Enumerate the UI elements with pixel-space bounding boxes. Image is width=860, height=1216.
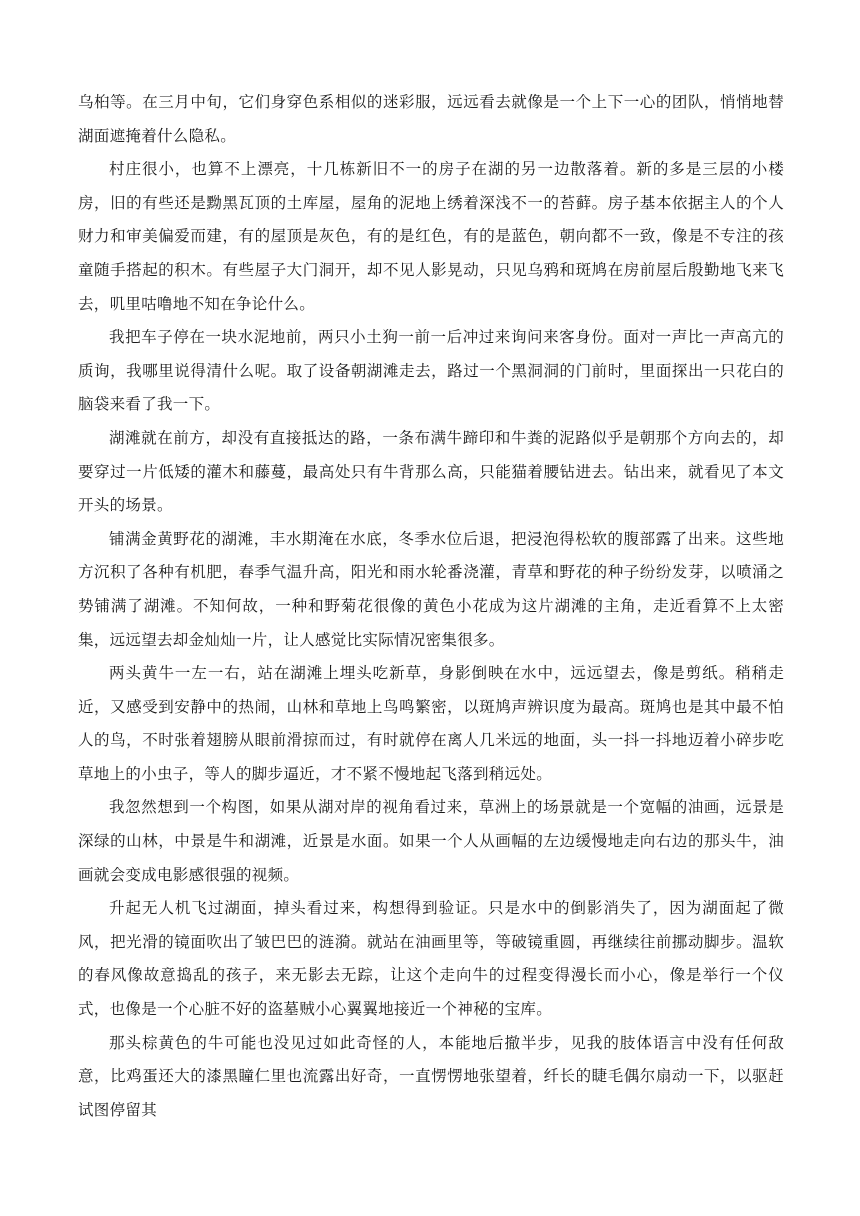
paragraph-8: 升起无人机飞过湖面，掉头看过来，构想得到验证。只是水中的倒影消失了，因为湖面起了微风，把光滑的镜面吹出了皱巴巴的涟漪。就站在油画里等，等破镜重圆，再继续往前挪动脚步。温软的春风像故意捣乱的孩子，来无影去无踪，让这个走向牛的过程变得漫长而小心，像是举行一个仪式，也像是一个心脏不好的盗墓贼小心翼翼地接近一个神秘的宝库。 (78, 899, 784, 1019)
paragraph-7: 我忽然想到一个构图，如果从湖对岸的视角看过来，草洲上的场景就是一个宽幅的油画，远景是深绿的山林，中景是牛和湖滩，近景是水面。如果一个人从画幅的左边缓慢地走向右边的那头牛，油画就会变成电影感很强的视频。 (78, 798, 784, 884)
paragraph-3: 我把车子停在一块水泥地前，两只小土狗一前一后冲过来询问来客身份。面对一声比一声高亢的质询，我哪里说得清什么呢。取了设备朝湖滩走去，路过一个黑洞洞的门前时，里面探出一只花白的脑袋来看了我一下。 (78, 328, 784, 414)
paragraph-9: 那头棕黄色的牛可能也没见过如此奇怪的人，本能地后撤半步，见我的肢体语言中没有任何敌意，比鸡蛋还大的漆黑瞳仁里也流露出好奇，一直愣愣地张望着，纤长的睫毛偶尔扇动一下，以驱赶试图停留其 (78, 1033, 784, 1119)
paragraph-6: 两头黄牛一左一右，站在湖滩上埋头吃新草，身影倒映在水中，远远望去，像是剪纸。稍稍走近，又感受到安静中的热闹，山林和草地上鸟鸣繁密，以斑鸠声辨识度为最高。斑鸠也是其中最不怕人的鸟，不时张着翅膀从眼前滑掠而过，有时就停在离人几米远的地面，头一抖一抖地迈着小碎步吃草地上的小虫子，等人的脚步逼近，才不紧不慢地起飞落到稍远处。 (78, 664, 784, 783)
paragraph-5: 铺满金黄野花的湖滩，丰水期淹在水底，冬季水位后退，把浸泡得松软的腹部露了出来。这些地方沉积了各种有机肥，春季气温升高，阳光和雨水轮番浇灌，青草和野花的种子纷纷发芽，以喷涌之势铺满了湖滩。不知何故，一种和野菊花很像的黄色小花成为这片湖滩的主角，走近看算不上太密集，远远望去却金灿灿一片，让人感觉比实际情况密集很多。 (78, 529, 784, 649)
document-body (78, 86, 784, 1127)
paragraph-2: 村庄很小，也算不上漂亮，十几栋新旧不一的房子在湖的另一边散落着。新的多是三层的小楼房，旧的有些还是黝黑瓦顶的土库屋，屋角的泥地上绣着深浅不一的苔藓。房子基本依据主人的个人财力和审美偏爱而建，有的屋顶是灰色，有的是红色，有的是蓝色，朝向都不一致，像是不专注的孩童随手搭起的积木。有些屋子大门洞开，却不见人影晃动，只见乌鸦和斑鸠在房前屋后殷勤地飞来飞去，叽里咕噜地不知在争论什么。 (78, 160, 784, 313)
paragraph-4: 湖滩就在前方，却没有直接抵达的路，一条布满牛蹄印和牛粪的泥路似乎是朝那个方向去的，却要穿过一片低矮的灌木和藤蔓，最高处只有牛背那么高，只能猫着腰钻进去。钻出来，就看见了本文开头的场景。 (78, 428, 784, 515)
paragraph-1: 乌桕等。在三月中旬，它们身穿色系相似的迷彩服，远远看去就像是一个上下一心的团队，悄悄地替湖面遮掩着什么隐私。 (78, 93, 784, 145)
